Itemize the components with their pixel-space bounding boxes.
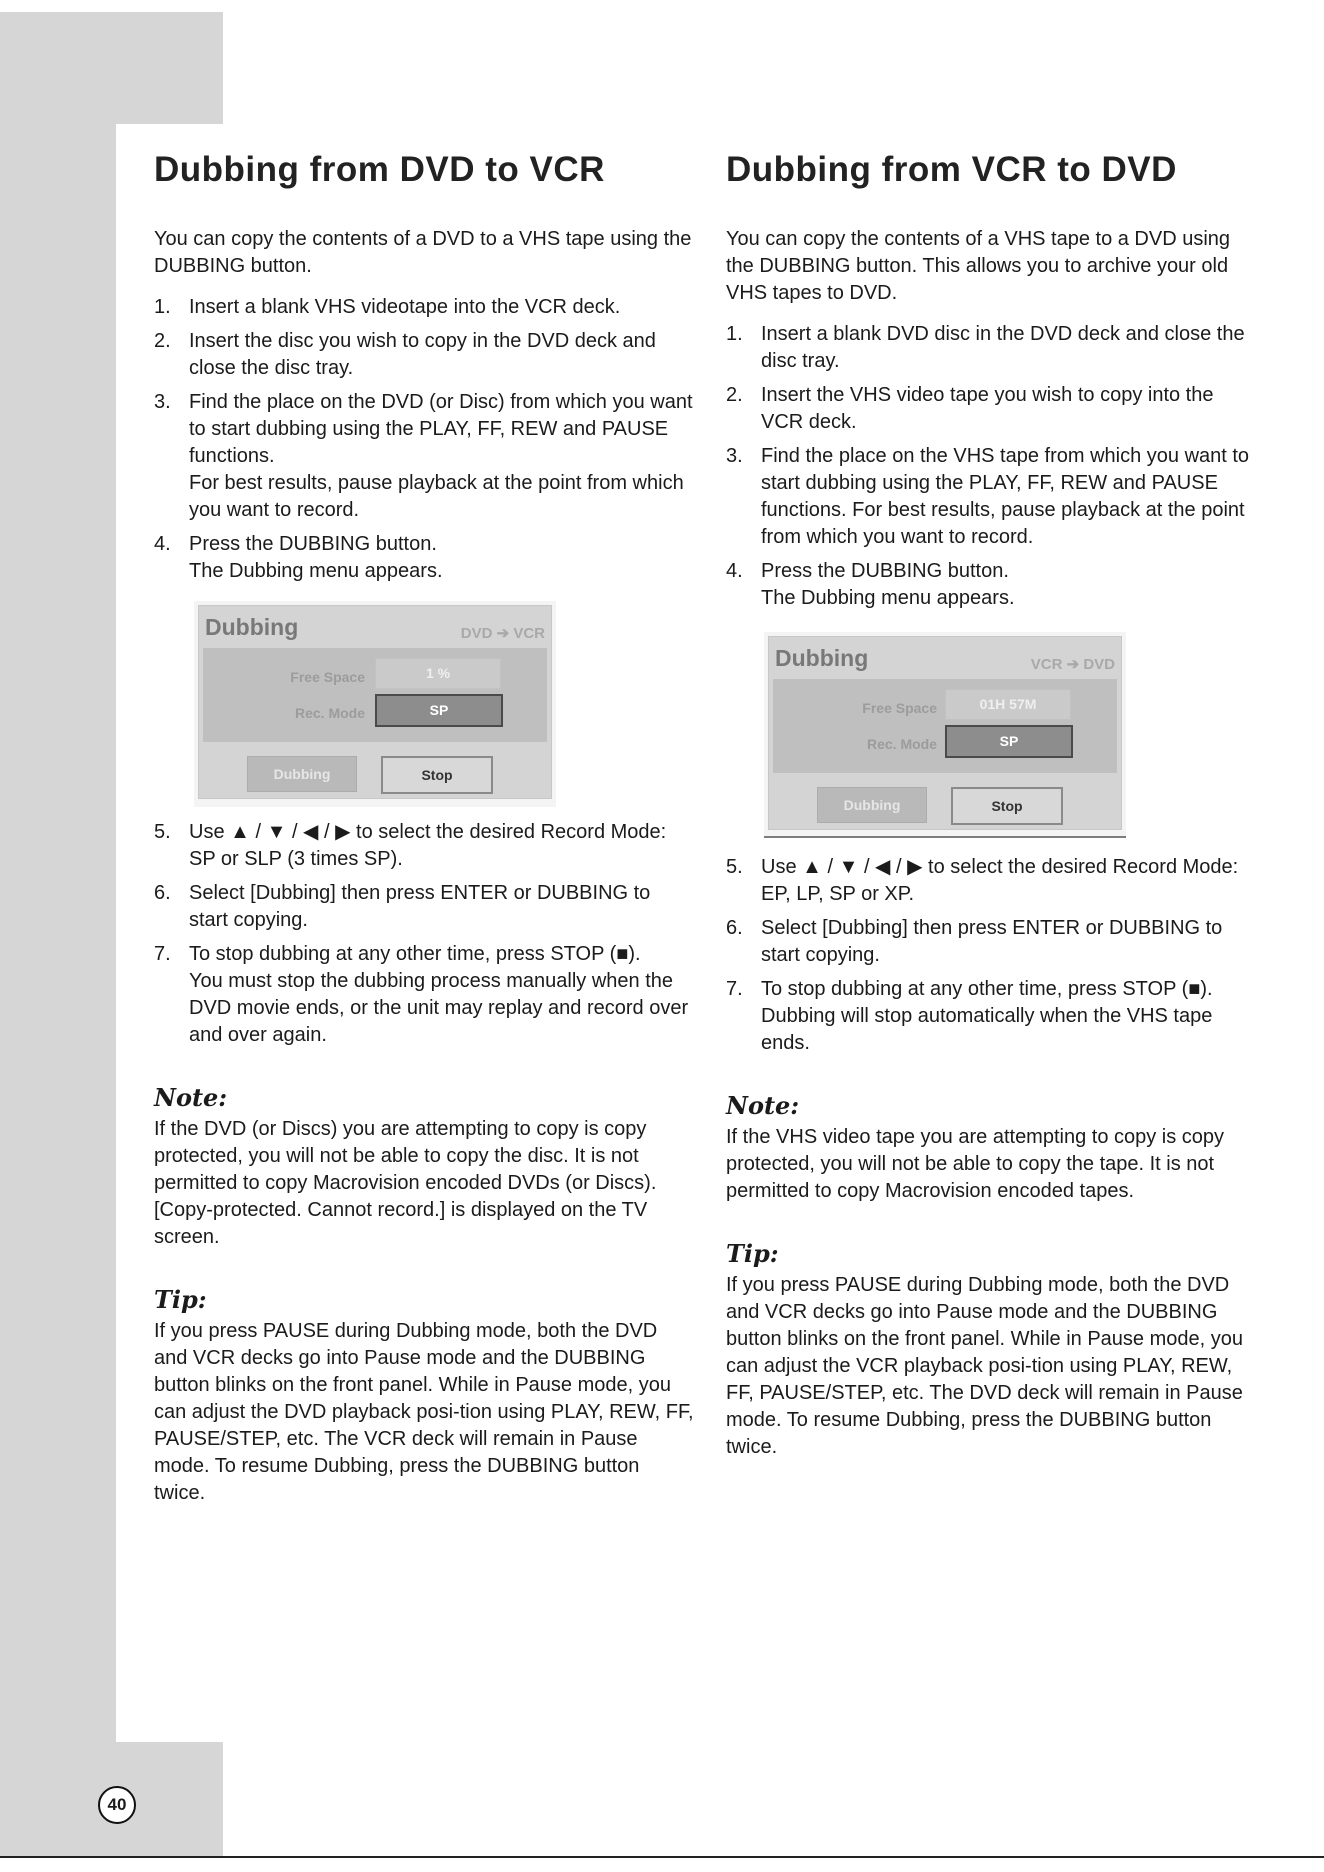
step-extra: You must stop the dubbing process manually when the DVD movie ends, or the unit may replay and record over and over again.: [189, 970, 689, 1046]
note-text: If the DVD (or Discs) you are attempting to copy is copy protected, you will not be able to copy the disc. It is not permitted to copy Macrovision encoded DVDs (or Discs). [Copy-protected. Cannot record.] is displayed on the TV screen.: [154, 1118, 657, 1248]
dubbing-button[interactable]: Dubbing: [817, 787, 927, 823]
step-text: Select [Dubbing] then press ENTER or DUBBING to start copying.: [189, 882, 651, 931]
step-number: 6.: [726, 917, 743, 939]
step-item: [726, 321, 1256, 375]
menu-baseline: [764, 836, 1126, 838]
steps-list: [154, 294, 694, 585]
step-text: Select [Dubbing] then press ENTER or DUBBING to start copying.: [761, 917, 1223, 966]
note-heading: Note:: [154, 1083, 228, 1112]
step-number: 5.: [726, 856, 743, 878]
tip-text: If you press PAUSE during Dubbing mode, both the DVD and VCR decks go into Pause mode and the DUBBING button blinks on the front panel. While in Pause mode, you can adjust the DVD playback posi-tion using PLAY, REW, FF, PAUSE/STEP, etc. The VCR deck will remain in Pause mode. To resume Dubbing, press the DUBBING button twice.: [154, 1320, 694, 1504]
section-title: Dubbing from VCR to DVD: [726, 150, 1177, 189]
menu-panel: [198, 605, 552, 799]
rec-mode-label: Rec. Mode: [866, 736, 937, 752]
step-text: Insert the disc you wish to copy in the DVD deck and close the disc tray.: [189, 330, 656, 379]
step-item: [154, 819, 694, 873]
step-item: [726, 558, 1256, 612]
step-extra: Dubbing will stop automatically when the VHS tape ends.: [761, 1005, 1213, 1054]
step-item: [726, 382, 1256, 436]
stop-button[interactable]: Stop: [381, 756, 493, 794]
step-number: 2.: [154, 330, 171, 352]
menu-route: VCR ➔ DVD: [1030, 656, 1115, 673]
step-number: 6.: [154, 882, 171, 904]
step-text: Use ▲ / ▼ / ◀ / ▶ to select the desired Record Mode: EP, LP, SP or XP.: [761, 856, 1239, 905]
section-title: Dubbing from DVD to VCR: [154, 150, 605, 189]
step-number: 3.: [154, 391, 171, 413]
dubbing-button[interactable]: Dubbing: [247, 756, 357, 792]
rec-mode-value[interactable]: SP: [945, 725, 1073, 758]
steps-list: [154, 819, 694, 1049]
menu-route: DVD ➔ VCR: [460, 625, 545, 642]
section-dvd-to-vcr: [154, 150, 694, 1507]
note-heading: Note:: [726, 1091, 800, 1120]
steps-list: [726, 854, 1256, 1057]
step-item: [726, 854, 1256, 908]
page-number: 40: [98, 1786, 136, 1824]
step-item: [726, 976, 1256, 1057]
step-item: [154, 328, 694, 382]
step-extra: The Dubbing menu appears.: [761, 587, 1015, 609]
step-number: 4.: [726, 560, 743, 582]
step-number: 4.: [154, 533, 171, 555]
step-number: 1.: [726, 323, 743, 345]
tip-heading: Tip:: [726, 1239, 779, 1268]
step-number: 3.: [726, 445, 743, 467]
step-item: [154, 389, 694, 524]
margin-band-left: [0, 124, 116, 1742]
step-item: [154, 941, 694, 1049]
dubbing-menu-screenshot: [194, 601, 556, 807]
step-number: 7.: [726, 978, 743, 1000]
step-text: Insert the VHS video tape you wish to copy into the VCR deck.: [761, 384, 1214, 433]
step-text: Insert a blank DVD disc in the DVD deck and close the disc tray.: [761, 323, 1245, 372]
step-extra: The Dubbing menu appears.: [189, 560, 443, 582]
bottom-rule: [0, 1856, 1324, 1858]
step-text: Find the place on the VHS tape from which you want to start dubbing using the PLAY, FF, REW and PAUSE functions. For best results, pause playback at the point from which you want to record.: [761, 445, 1250, 548]
step-text: To stop dubbing at any other time, press STOP (■).: [189, 943, 641, 965]
step-text: Press the DUBBING button.: [761, 560, 1009, 582]
tip-text: If you press PAUSE during Dubbing mode, both the DVD and VCR decks go into Pause mode and the DUBBING button blinks on the front panel. While in Pause mode, you can adjust the VCR playback posi-tion using PLAY, REW, FF, PAUSE/STEP, etc. The DVD deck will remain in Pause mode. To resume Dubbing, press the DUBBING button twice.: [726, 1274, 1243, 1458]
tip-heading: Tip:: [154, 1285, 207, 1314]
step-number: 7.: [154, 943, 171, 965]
step-item: [726, 443, 1256, 551]
free-space-label: Free Space: [862, 700, 937, 716]
menu-title: Dubbing: [775, 645, 869, 671]
steps-list: [726, 321, 1256, 612]
menu-title: Dubbing: [205, 614, 299, 640]
section-vcr-to-dvd: [726, 150, 1256, 1461]
menu-body: [203, 648, 547, 742]
step-text: Insert a blank VHS videotape into the VCR deck.: [189, 296, 621, 318]
free-space-value: 01H 57M: [945, 689, 1071, 720]
rec-mode-value[interactable]: SP: [375, 694, 503, 727]
step-number: 1.: [154, 296, 171, 318]
step-number: 5.: [154, 821, 171, 843]
menu-body: [773, 679, 1117, 773]
step-number: 2.: [726, 384, 743, 406]
menu-panel: [768, 636, 1122, 830]
margin-band-top: [0, 12, 223, 124]
step-text: To stop dubbing at any other time, press STOP (■).: [761, 978, 1213, 1000]
dubbing-menu-screenshot: [764, 632, 1126, 838]
step-item: [154, 531, 694, 585]
step-item: [154, 294, 694, 321]
step-extra: For best results, pause playback at the point from which you want to record.: [189, 472, 684, 521]
rec-mode-label: Rec. Mode: [294, 705, 365, 721]
intro-paragraph: You can copy the contents of a VHS tape to a DVD using the DUBBING button. This allows you to archive your old VHS tapes to DVD.: [726, 228, 1231, 304]
stop-button[interactable]: Stop: [951, 787, 1063, 825]
step-item: [726, 915, 1256, 969]
step-item: [154, 880, 694, 934]
intro-paragraph: You can copy the contents of a DVD to a VHS tape using the DUBBING button.: [154, 228, 692, 277]
step-text: Find the place on the DVD (or Disc) from which you want to start dubbing using the PLAY, FF, REW and PAUSE functions.: [189, 391, 693, 467]
step-text: Use ▲ / ▼ / ◀ / ▶ to select the desired Record Mode: SP or SLP (3 times SP).: [189, 821, 667, 870]
free-space-value: 1 %: [375, 658, 501, 689]
step-text: Press the DUBBING button.: [189, 533, 437, 555]
note-text: If the VHS video tape you are attempting to copy is copy protected, you will not be able to copy the tape. It is not permitted to copy Macrovision encoded tapes.: [726, 1126, 1225, 1202]
free-space-label: Free Space: [290, 669, 365, 685]
